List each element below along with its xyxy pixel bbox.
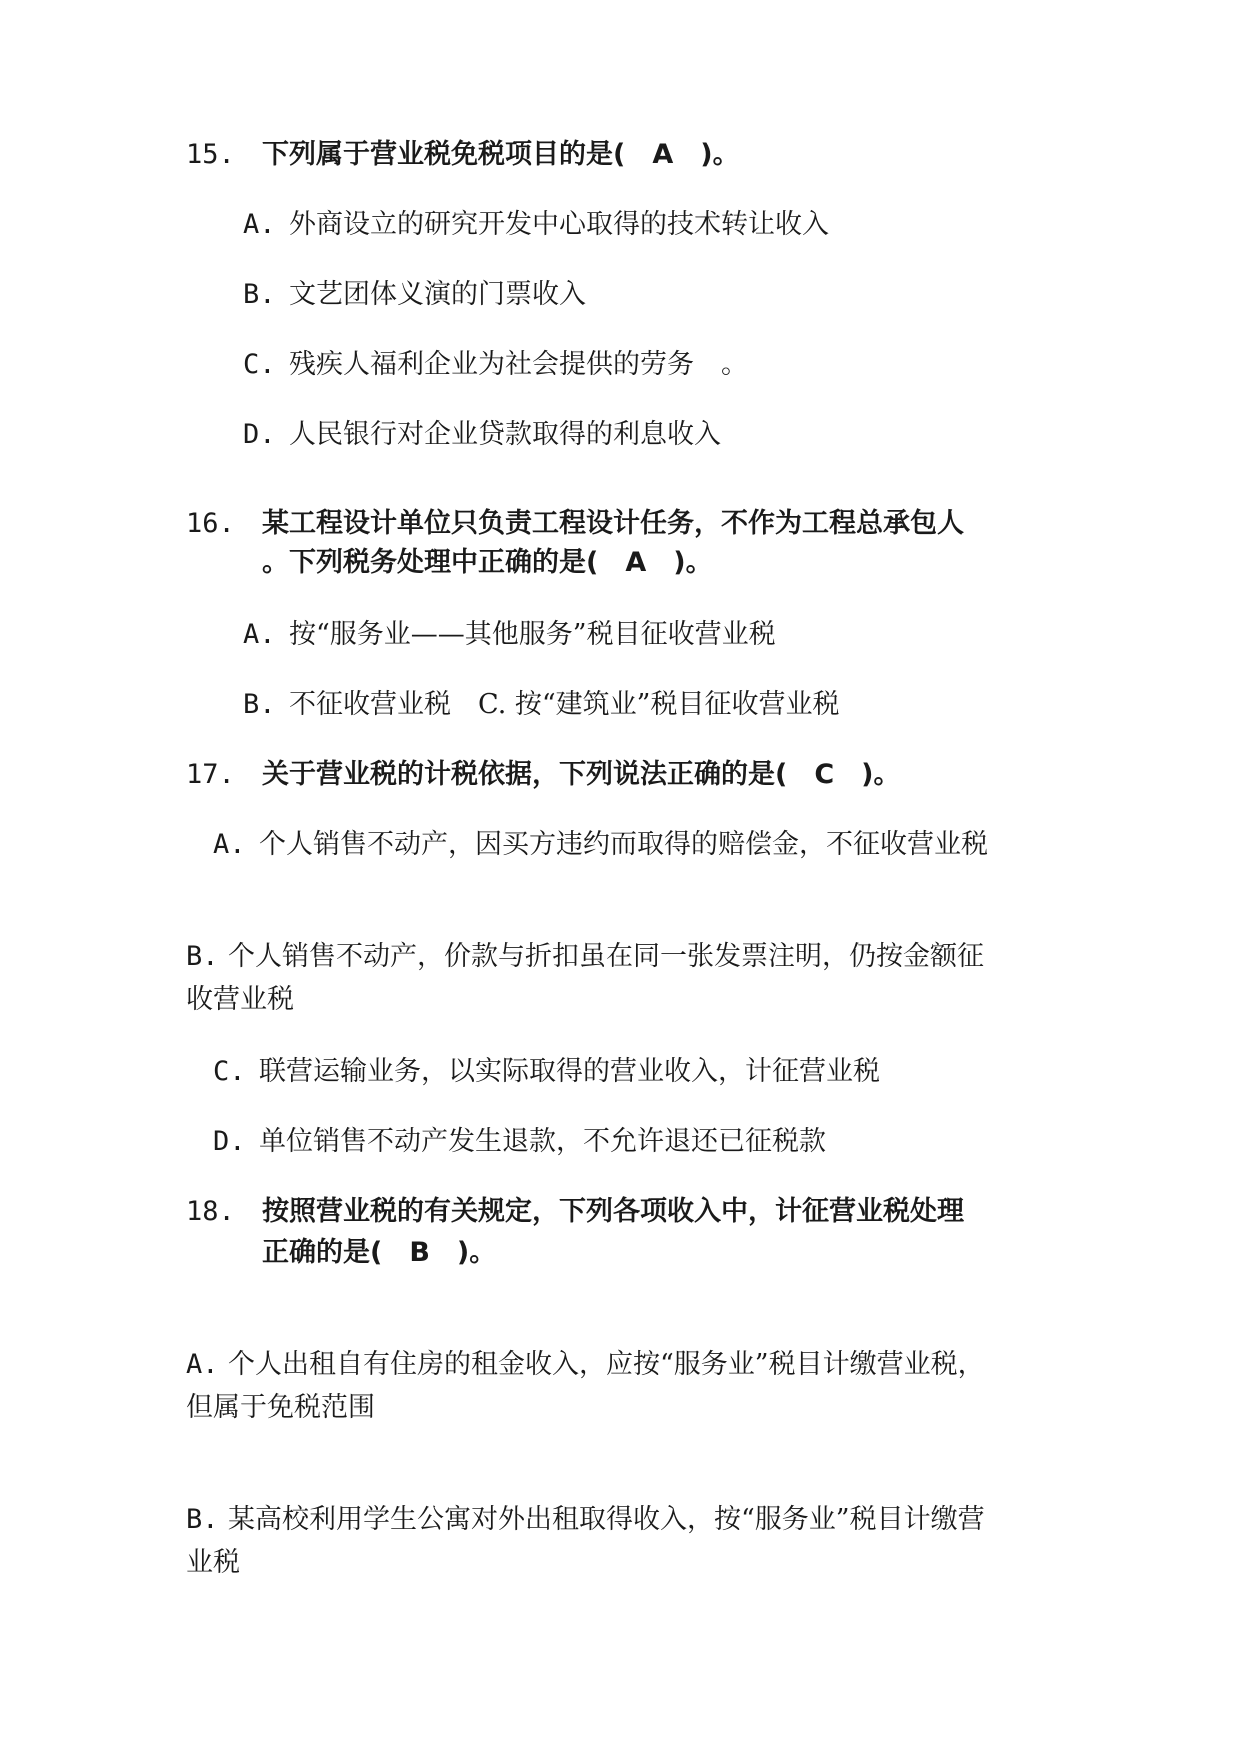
option-a bbox=[213, 828, 988, 862]
question-stem: 关于营业税的计税依据，下列说法正确的是( C )。 bbox=[262, 759, 901, 790]
option-a bbox=[243, 618, 776, 652]
option-b bbox=[186, 940, 984, 974]
question-number: 16. bbox=[186, 508, 235, 539]
option-b bbox=[243, 688, 839, 722]
option-letter: A. bbox=[243, 209, 276, 240]
option-letter: A. bbox=[213, 829, 246, 860]
option-b bbox=[186, 1503, 985, 1537]
option-c bbox=[213, 1055, 880, 1089]
option-letter: A. bbox=[243, 619, 276, 650]
option-d bbox=[243, 418, 721, 452]
question-stem-line-2: 正确的是( B )。 bbox=[262, 1237, 497, 1268]
question-number: 17. bbox=[186, 759, 235, 790]
option-letter: D. bbox=[213, 1126, 246, 1157]
option-text: 个人出租自有住房的租金收入，应按“服务业”税目计缴营业税， bbox=[228, 1349, 985, 1380]
option-b-continuation: 业税 bbox=[186, 1547, 240, 1578]
question-number: 18. bbox=[186, 1196, 235, 1227]
option-text: 按“服务业——其他服务”税目征收营业税 bbox=[289, 619, 776, 650]
option-text: 联营运输业务，以实际取得的营业收入，计征营业税 bbox=[259, 1056, 880, 1087]
option-text: 某高校利用学生公寓对外出租取得收入，按“服务业”税目计缴营 bbox=[228, 1504, 985, 1535]
option-text: 个人销售不动产，因买方违约而取得的赔偿金，不征收营业税 bbox=[259, 829, 988, 860]
option-letter: B. bbox=[186, 941, 219, 972]
option-text: 文艺团体义演的门票收入 bbox=[289, 279, 586, 310]
option-text: 外商设立的研究开发中心取得的技术转让收入 bbox=[289, 209, 829, 240]
option-c bbox=[243, 348, 748, 382]
option-letter: D. bbox=[243, 419, 276, 450]
question-stem-line-1: 按照营业税的有关规定，下列各项收入中，计征营业税处理 bbox=[262, 1196, 964, 1227]
option-text: 个人销售不动产，价款与折扣虽在同一张发票注明，仍按金额征 bbox=[228, 941, 984, 972]
option-d bbox=[213, 1125, 826, 1159]
question-stem: 下列属于营业税免税项目的是( A )。 bbox=[262, 139, 740, 170]
option-text: 单位销售不动产发生退款，不允许退还已征税款 bbox=[259, 1126, 826, 1157]
option-letter: B. bbox=[186, 1504, 219, 1535]
question-stem-line-1: 某工程设计单位只负责工程设计任务，不作为工程总承包人 bbox=[262, 508, 964, 539]
option-letter: C. bbox=[213, 1056, 246, 1087]
option-letter: C. bbox=[243, 349, 276, 380]
option-letter: B. bbox=[243, 279, 276, 310]
option-b bbox=[243, 278, 586, 312]
option-text: 人民银行对企业贷款取得的利息收入 bbox=[289, 419, 721, 450]
option-a bbox=[186, 1348, 985, 1382]
option-text: 不征收营业税 C. 按“建筑业”税目征收营业税 bbox=[289, 689, 840, 720]
question-number: 15. bbox=[186, 139, 235, 170]
option-text: 残疾人福利企业为社会提供的劳务 。 bbox=[289, 349, 748, 380]
option-letter: A. bbox=[186, 1349, 219, 1380]
question-stem-line-2: 。下列税务处理中正确的是( A )。 bbox=[262, 547, 713, 578]
option-a-continuation: 但属于免税范围 bbox=[186, 1392, 375, 1423]
option-b-continuation: 收营业税 bbox=[186, 984, 294, 1015]
option-letter: B. bbox=[243, 689, 276, 720]
option-a bbox=[243, 208, 829, 242]
